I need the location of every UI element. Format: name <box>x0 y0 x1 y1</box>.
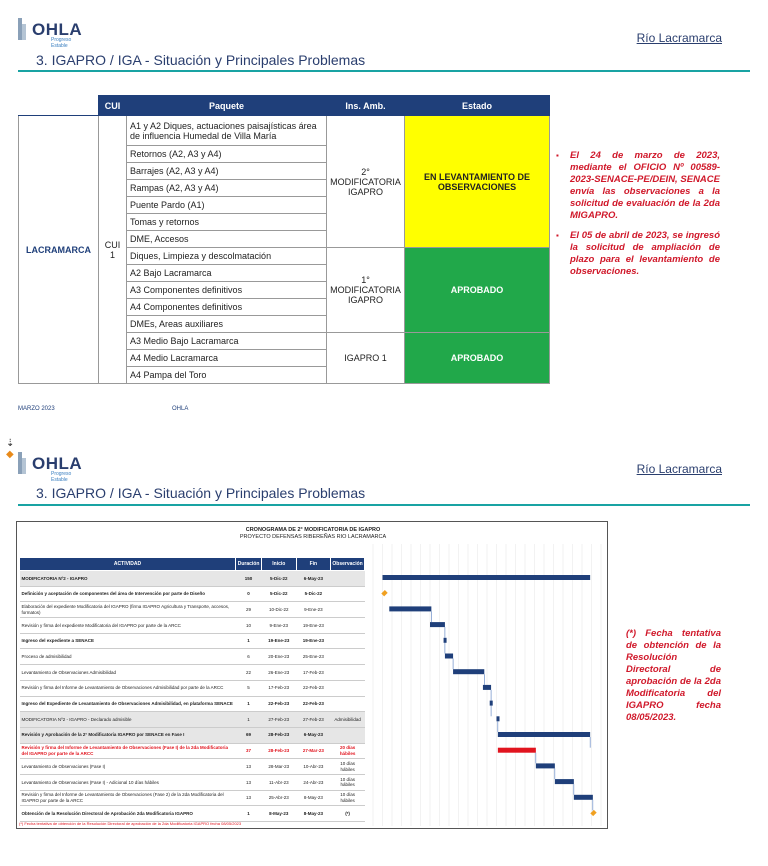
cui-cell: CUI 1 <box>99 116 127 384</box>
cell-ini: 28-Feb-23 <box>262 743 297 759</box>
cell-fin: 5-Dic-22 <box>296 586 331 602</box>
cell-dur: 0 <box>236 586 262 602</box>
gantt-bar <box>483 685 491 690</box>
instrument-cell: IGAPRO 1 <box>327 333 405 384</box>
cell-act: Levantamiento de Observaciones (Fase I) <box>20 759 236 775</box>
cell-obs: 20 días hábiles <box>331 743 365 759</box>
cell-dur: 150 <box>236 571 262 587</box>
cell-act: Definición y aceptación de componentes del área de Intervención por parte de Diseño <box>20 586 236 602</box>
gantt-bar <box>381 590 387 596</box>
cell-act: Proceso de admisibilidad <box>20 649 236 665</box>
brand-tagline: Progreso Estable <box>51 471 72 483</box>
col-estado: Estado <box>405 96 550 116</box>
cell-dur: 1 <box>236 712 262 728</box>
gantt-bar <box>383 575 591 580</box>
package-cell: A1 y A2 Diques, actuaciones paisajísticas área de influencia Humedal de Villa María <box>127 116 327 146</box>
brand-name: OHLA <box>32 19 83 39</box>
note-item: ▪ El 05 de abril de 2023, se ingresó la solicitud de ampliación de plazo para el levantamiento de observaciones. <box>556 230 720 278</box>
activity-rows <box>20 571 365 822</box>
cell-ini: 10-Dic-22 <box>262 602 297 618</box>
cell-dur: 6 <box>236 649 262 665</box>
brand-logo <box>18 452 83 483</box>
package-cell: Retornos (A2, A3 y A4) <box>127 146 327 163</box>
gantt-subtitle: PROYECTO DEFENSAS RIBEREÑAS RIO LACRAMARCA <box>239 534 387 540</box>
cell-ini: 11-Abr-23 <box>262 774 297 790</box>
cell-obs: Admisibilidad <box>331 712 365 728</box>
logo-mark-icon <box>18 18 26 40</box>
cell-ini: 20-Ene-23 <box>262 649 297 665</box>
cell-obs <box>331 571 365 587</box>
cell-obs <box>331 618 365 634</box>
table-row <box>20 618 365 634</box>
cell-fin: 17-Feb-23 <box>296 665 331 681</box>
gantt-bar <box>555 779 574 784</box>
footer-brand: OHLA <box>172 406 189 412</box>
gantt-bar <box>453 669 484 674</box>
gantt-title: CRONOGRAMA DE 2° MODIFICATORIA DE IGAPRO <box>245 527 381 533</box>
cell-ini: 28-Feb-23 <box>262 727 297 743</box>
cell-obs <box>331 649 365 665</box>
cell-dur: 1 <box>236 633 262 649</box>
package-cell: Barrajes (A2, A3 y A4) <box>127 163 327 180</box>
cell-obs <box>331 727 365 743</box>
note-item: ▪ El 24 de marzo de 2023, mediante el OFICIO Nº 00589-2023-SENACE-PE/DEIN, SENACE envía las observaciones a la solicitud de evaluación de la 2da MIGAPRO. <box>556 150 720 222</box>
cell-fin: 22-Feb-23 <box>296 680 331 696</box>
package-cell: A4 Componentes definitivos <box>127 299 327 316</box>
cell-obs <box>331 696 365 712</box>
status-badge: EN LEVANTAMIENTO DE OBSERVACIONES <box>405 116 550 248</box>
package-cell: Tomas y retornos <box>127 214 327 231</box>
cell-obs: 10 días hábiles <box>331 774 365 790</box>
col-duracion: Duración <box>236 558 262 571</box>
page-title: 3. IGAPRO / IGA - Situación y Principales Problemas <box>36 485 366 501</box>
cell-act: Ingreso del expediente a SENACE <box>20 633 236 649</box>
cell-fin: 19-Ene-23 <box>296 618 331 634</box>
gantt-bar <box>536 763 555 768</box>
gantt-chart <box>369 544 605 826</box>
cell-ini: 25-Abr-23 <box>262 790 297 806</box>
cell-act: Revisión y firma del Informe de Levantamiento de Observaciones (Fase 2) de la 2da Modificatoria del IGAPRO por parte de la ARCC <box>20 790 236 806</box>
table-row <box>20 680 365 696</box>
package-cell: A4 Pampa del Toro <box>127 367 327 384</box>
footer-date: MARZO 2023 <box>18 406 55 412</box>
cell-dur: 37 <box>236 743 262 759</box>
cell-act: Revisión y firma del expediente Modificatoria del IGAPRO por parte de la ARCC <box>20 618 236 634</box>
gantt-bar <box>430 622 445 627</box>
project-name: Río Lacramarca <box>636 31 722 45</box>
cell-obs <box>331 680 365 696</box>
cell-obs <box>331 633 365 649</box>
cell-obs: (*) <box>331 806 365 822</box>
cell-fin: 6-May-23 <box>296 727 331 743</box>
gantt-bar <box>389 606 431 611</box>
cell-dur: 69 <box>236 727 262 743</box>
cell-fin: 8-May-23 <box>296 790 331 806</box>
cell-obs: 10 días hábiles <box>331 759 365 775</box>
status-badge: APROBADO <box>405 248 550 333</box>
package-cell: DMEs, Areas auxiliares <box>127 316 327 333</box>
gantt-bar <box>497 716 500 721</box>
package-cell: A2 Bajo Lacramarca <box>127 265 327 282</box>
cell-dur: 29 <box>236 602 262 618</box>
cell-dur: 13 <box>236 759 262 775</box>
table-row <box>20 571 365 587</box>
gantt-panel <box>16 521 608 829</box>
cell-obs <box>331 665 365 681</box>
activity-table <box>19 557 365 822</box>
cell-ini: 17-Feb-23 <box>262 680 297 696</box>
package-cell: A4 Medio Lacramarca <box>127 350 327 367</box>
site-cell: LACRAMARCA <box>19 116 99 384</box>
gantt-bar <box>498 748 536 753</box>
cell-ini: 8-May-23 <box>262 806 297 822</box>
table-row <box>20 743 365 759</box>
brand-logo <box>18 18 83 49</box>
brand-tagline: Progreso Estable <box>51 37 72 49</box>
package-cell: A3 Componentes definitivos <box>127 282 327 299</box>
package-cell: Rampas (A2, A3 y A4) <box>127 180 327 197</box>
table-row <box>20 602 365 618</box>
package-table <box>18 95 550 384</box>
cell-fin: 27-Mar-23 <box>296 743 331 759</box>
cell-ini: 5-Dic-22 <box>262 586 297 602</box>
notes-list <box>556 150 720 286</box>
gantt-bar <box>574 795 593 800</box>
cell-act: Ingreso del Expediente de Levantamiento de Observaciones Admisibilidad, en plataforma SENACE <box>20 696 236 712</box>
status-badge: APROBADO <box>405 333 550 384</box>
cell-fin: 27-Feb-23 <box>296 712 331 728</box>
cell-act: Revisión y Aprobación de la 2° Modificatoria IGAPRO por SENACE en Fase I <box>20 727 236 743</box>
side-note: (*) Fecha tentativa de obtención de la Resolución Directoral de aprobación de la 2da Modificatoria del IGAPRO fecha 08/05/2023. <box>626 628 721 723</box>
cell-act: Levantamiento de Observaciones (Fase I) - Adicional 10 días hábiles <box>20 774 236 790</box>
instrument-cell: 1° MODIFICATORIA IGAPRO <box>327 248 405 333</box>
cell-fin: 24-Abr-23 <box>296 774 331 790</box>
cell-ini: 27-Feb-23 <box>262 712 297 728</box>
table-row <box>20 806 365 822</box>
cell-fin: 8-May-23 <box>296 806 331 822</box>
cell-fin: 6-May-23 <box>296 571 331 587</box>
cell-fin: 10-Abr-23 <box>296 759 331 775</box>
col-observacion: Observación <box>331 558 365 571</box>
col-ins-amb: Ins. Amb. <box>327 96 405 116</box>
table-row <box>20 712 365 728</box>
col-actividad: ACTIVIDAD <box>20 558 236 571</box>
package-cell: DME, Accesos <box>127 231 327 248</box>
gantt-bar <box>490 701 493 706</box>
cell-act: Levantamiento de Observaciones Admisibilidad <box>20 665 236 681</box>
pointer-marker-icon: ⇣ ◆ <box>6 438 15 460</box>
title-divider <box>18 504 750 506</box>
title-divider <box>18 70 750 72</box>
table-row <box>20 665 365 681</box>
cell-ini: 9-Ene-23 <box>262 618 297 634</box>
instrument-cell: 2° MODIFICATORIA IGAPRO <box>327 116 405 248</box>
cell-act: MODIFICATORIA Nº2 - IGAPRO <box>20 571 236 587</box>
brand-name: OHLA <box>32 453 83 473</box>
project-name: Río Lacramarca <box>636 462 722 476</box>
col-paquete: Paquete <box>127 96 327 116</box>
cell-dur: 10 <box>236 618 262 634</box>
package-cell: A3 Medio Bajo Lacramarca <box>127 333 327 350</box>
package-cell: Puente Pardo (A1) <box>127 197 327 214</box>
gantt-bar <box>444 638 447 643</box>
logo-mark-icon <box>18 452 26 474</box>
gantt-footnote: (*) Fecha tentativa de obtención de la Resolución Directoral de aprobación de la 2da Modificatoria IGAPRO fecha 08/05/2023 <box>19 821 242 826</box>
page-title: 3. IGAPRO / IGA - Situación y Principales Problemas <box>36 52 366 68</box>
col-fin: Fin <box>296 558 331 571</box>
table-row <box>20 696 365 712</box>
col-inicio: Inicio <box>262 558 297 571</box>
gantt-bar <box>445 654 453 659</box>
cell-obs <box>331 586 365 602</box>
table-row <box>20 633 365 649</box>
cell-act: Elaboración del expediente Modificatoria del IGAPRO (firma IGAPRO Agricultura y Transporte, accesos, formatos) <box>20 602 236 618</box>
cell-obs <box>331 602 365 618</box>
cell-ini: 26-Ene-23 <box>262 665 297 681</box>
cell-dur: 22 <box>236 665 262 681</box>
package-cell: Diques, Limpieza y descolmatación <box>127 248 327 265</box>
slide-1 <box>0 0 768 430</box>
table-row <box>20 649 365 665</box>
gantt-bar <box>498 732 590 737</box>
cell-act: Revisión y firma del Informe de Levantamiento de Observaciones (Fase I) de la 2da Modificatoria del IGAPRO por parte de la ARCC <box>20 743 236 759</box>
cell-ini: 19-Ene-23 <box>262 633 297 649</box>
col-cui: CUI <box>99 96 127 116</box>
table-row <box>20 586 365 602</box>
cell-act: Revisión y firma del Informe de Levantamiento de Observaciones Admisibilidad por parte de la ARCC <box>20 680 236 696</box>
cell-dur: 5 <box>236 680 262 696</box>
cell-dur: 1 <box>236 806 262 822</box>
gantt-bar <box>590 810 596 816</box>
cell-dur: 13 <box>236 774 262 790</box>
cell-act: Obtención de la Resolución Directoral de Aprobación 2da Modificatoria IGAPRO <box>20 806 236 822</box>
cell-fin: 25-Ene-23 <box>296 649 331 665</box>
cell-fin: 22-Feb-23 <box>296 696 331 712</box>
cell-ini: 22-Feb-23 <box>262 696 297 712</box>
cell-ini: 5-Dic-22 <box>262 571 297 587</box>
table-row <box>20 774 365 790</box>
cell-fin: 9-Ene-23 <box>296 602 331 618</box>
cell-dur: 13 <box>236 790 262 806</box>
table-row <box>20 790 365 806</box>
table-row <box>20 759 365 775</box>
cell-fin: 19-Ene-23 <box>296 633 331 649</box>
cell-act: MODIFICATORIA Nº2 - IGAPRO - Declarado admisible <box>20 712 236 728</box>
cell-dur: 1 <box>236 696 262 712</box>
cell-ini: 28-Mar-23 <box>262 759 297 775</box>
table-row <box>20 727 365 743</box>
cell-obs: 10 días hábiles <box>331 790 365 806</box>
